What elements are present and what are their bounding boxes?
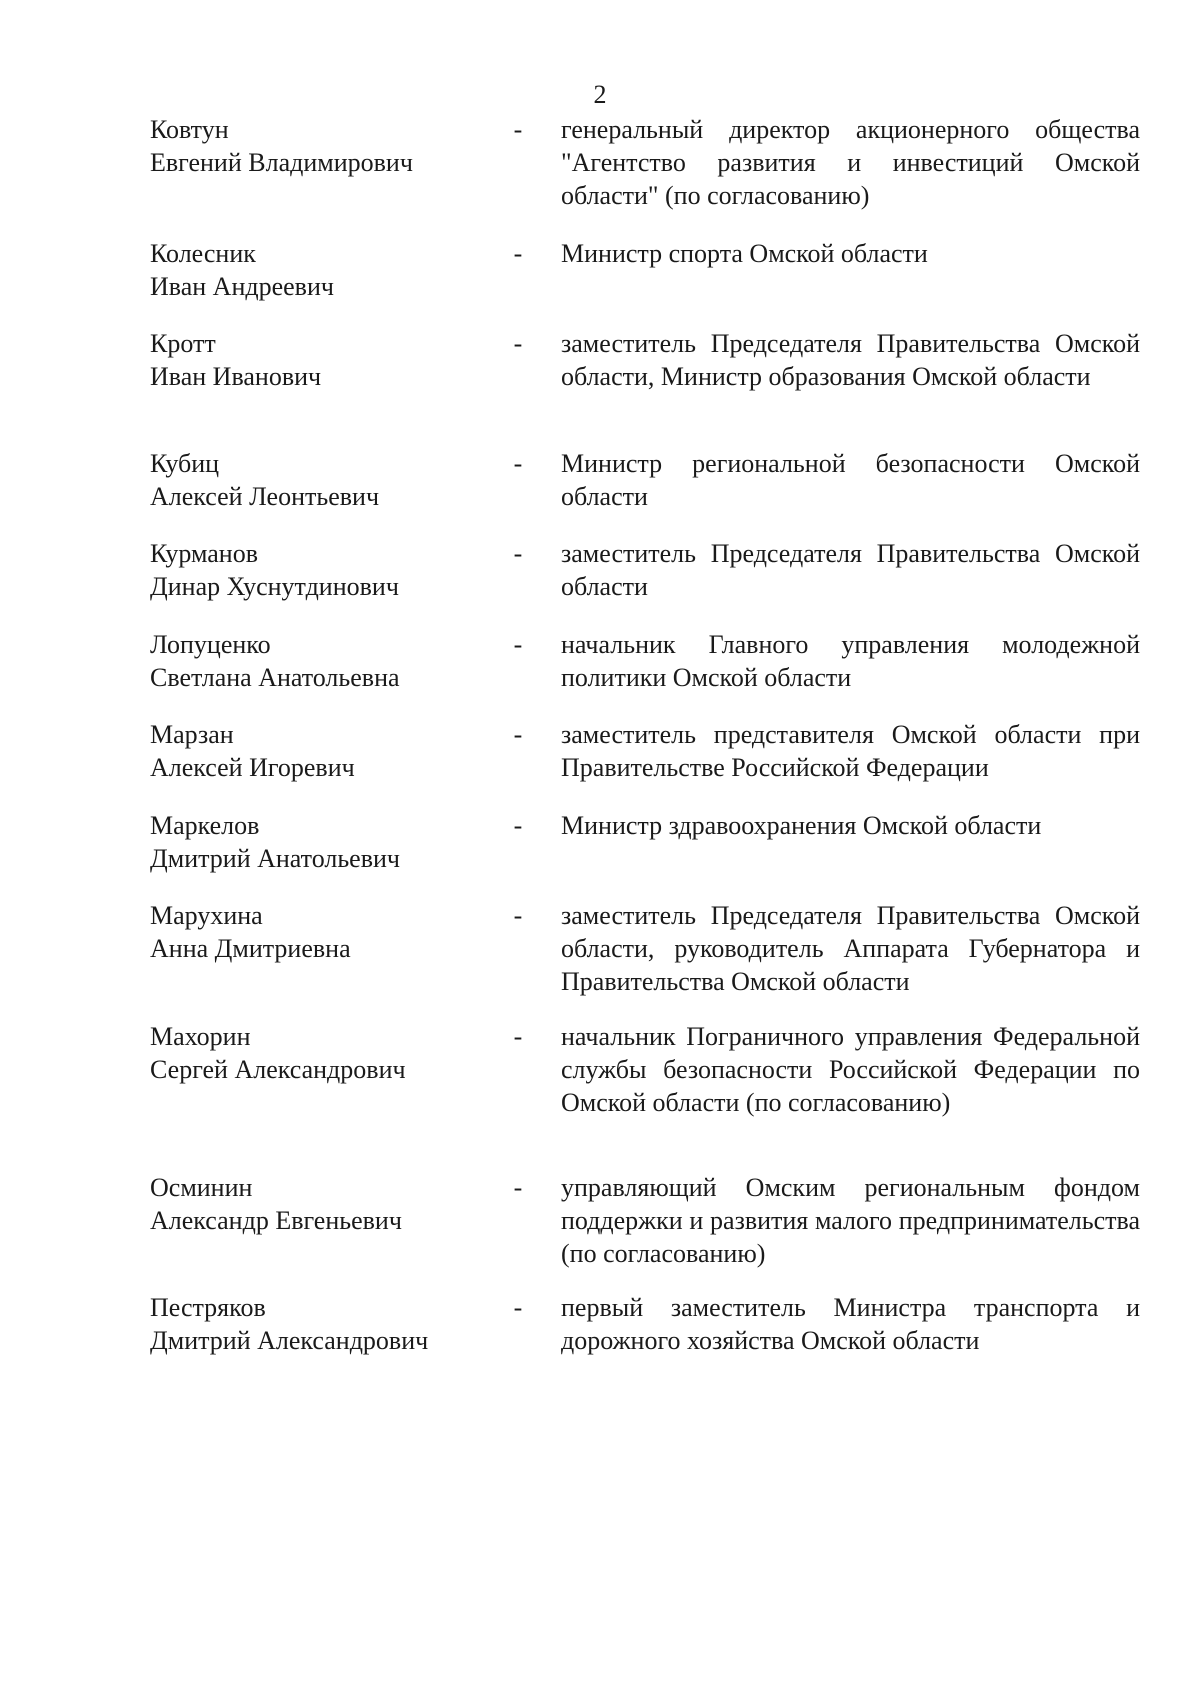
surname: Марухина [150, 901, 263, 930]
given-names: Сергей Александрович [150, 1055, 406, 1084]
person-name [150, 899, 490, 965]
separator-dash: - [513, 720, 523, 749]
separator-dash: - [513, 1022, 523, 1051]
person-name [150, 1171, 490, 1237]
given-names: Дмитрий Александрович [150, 1326, 429, 1355]
separator-dash: - [513, 811, 523, 840]
separator-dash: - [513, 630, 523, 659]
position-text: заместитель Председателя Правительства Омской области [561, 539, 1140, 601]
separator-dash: - [513, 1293, 523, 1322]
surname: Осминин [150, 1173, 253, 1202]
given-names: Анна Дмитриевна [150, 934, 351, 963]
given-names: Александр Евгеньевич [150, 1206, 402, 1235]
separator-dash: - [513, 901, 523, 930]
position-text: управляющий Омским региональным фондом поддержки и развития малого предпринимательства (по согласованию) [561, 1173, 1140, 1268]
surname: Маркелов [150, 811, 260, 840]
position-text: начальник Главного управления молодежной политики Омской области [561, 630, 1140, 692]
given-names: Алексей Леонтьевич [150, 482, 380, 511]
separator-dash: - [513, 449, 523, 478]
position-text: генеральный директор акционерного общества "Агентство развития и инвестиций Омской области" (по согласованию) [561, 115, 1140, 210]
given-names: Иван Андреевич [150, 272, 334, 301]
person-name [150, 113, 490, 179]
person-name [150, 237, 490, 303]
surname: Марзан [150, 720, 234, 749]
surname: Махорин [150, 1022, 251, 1051]
position-text: заместитель Председателя Правительства Омской области, Министр образования Омской области [561, 329, 1140, 391]
person-name [150, 809, 490, 875]
position-text: заместитель представителя Омской области при Правительстве Российской Федерации [561, 720, 1140, 782]
surname: Кубиц [150, 449, 220, 478]
position-text: Министр региональной безопасности Омской области [561, 449, 1140, 511]
person-name [150, 628, 490, 694]
person-name [150, 537, 490, 603]
position-text: начальник Пограничного управления Федеральной службы безопасности Российской Федерации по Омской области (по согласованию) [561, 1022, 1140, 1117]
surname: Колесник [150, 239, 256, 268]
surname: Пестряков [150, 1293, 266, 1322]
position-text: заместитель Председателя Правительства Омской области, руководитель Аппарата Губернатора и Правительства Омской области [561, 901, 1140, 996]
separator-dash: - [513, 115, 523, 144]
separator-dash: - [513, 329, 523, 358]
page-number: 2 [593, 80, 607, 109]
person-name [150, 327, 490, 393]
person-name [150, 718, 490, 784]
given-names: Алексей Игоревич [150, 753, 355, 782]
surname: Лопуценко [150, 630, 271, 659]
person-name [150, 447, 490, 513]
position-text: Министр здравоохранения Омской области [561, 811, 1042, 840]
given-names: Дмитрий Анатольевич [150, 844, 400, 873]
given-names: Светлана Анатольевна [150, 663, 400, 692]
separator-dash: - [513, 239, 523, 268]
given-names: Иван Иванович [150, 362, 322, 391]
person-name [150, 1020, 490, 1086]
given-names: Динар Хуснутдинович [150, 572, 399, 601]
position-text: Министр спорта Омской области [561, 239, 928, 268]
surname: Ковтун [150, 115, 229, 144]
position-text: первый заместитель Министра транспорта и дорожного хозяйства Омской области [561, 1293, 1140, 1355]
separator-dash: - [513, 539, 523, 568]
person-name [150, 1291, 490, 1357]
surname: Кротт [150, 329, 216, 358]
given-names: Евгений Владимирович [150, 148, 413, 177]
surname: Курманов [150, 539, 258, 568]
separator-dash: - [513, 1173, 523, 1202]
